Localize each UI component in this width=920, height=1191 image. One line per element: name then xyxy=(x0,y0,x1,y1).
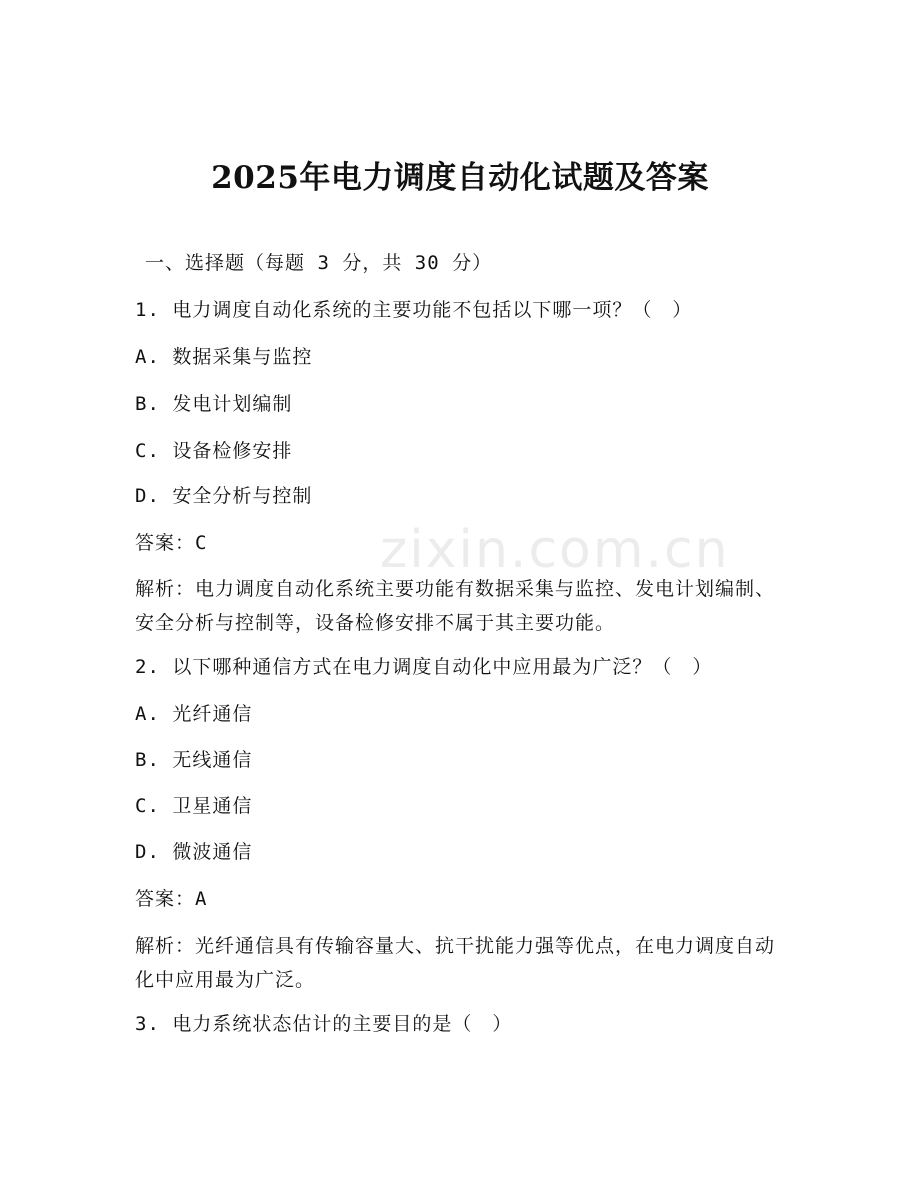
question-2: 2. 以下哪种通信方式在电力调度自动化中应用最为广泛？（ ） xyxy=(135,656,713,678)
question-1-answer: 答案：C xyxy=(135,532,208,554)
question-1-option-b: B. 发电计划编制 xyxy=(135,393,293,415)
question-3: 3. 电力系统状态估计的主要目的是（ ） xyxy=(135,1013,513,1035)
question-2-option-a: A. 光纤通信 xyxy=(135,703,253,725)
document-title: 2025年电力调度自动化试题及答案 xyxy=(211,160,709,196)
question-2-option-b: B. 无线通信 xyxy=(135,749,253,771)
question-1-option-d: D. 安全分析与控制 xyxy=(135,485,313,507)
question-2-analysis: 解析：光纤通信具有传输容量大、抗干扰能力强等优点，在电力调度自动化中应用最为广泛。 xyxy=(135,935,776,991)
question-1-analysis: 解析：电力调度自动化系统主要功能有数据采集与监控、发电计划编制、安全分析与控制等，设备检修安排不属于其主要功能。 xyxy=(135,578,776,634)
question-2-option-d: D. 微波通信 xyxy=(135,841,253,863)
section-heading: 一、选择题（每题 3 分，共 30 分） xyxy=(145,252,493,274)
question-1-option-c: C. 设备检修安排 xyxy=(135,440,293,462)
question-2-answer: 答案：A xyxy=(135,888,208,910)
watermark: zixin.com.cn xyxy=(380,520,730,580)
question-1-option-a: A. 数据采集与监控 xyxy=(135,346,313,368)
question-1: 1. 电力调度自动化系统的主要功能不包括以下哪一项？（ ） xyxy=(135,299,693,321)
question-2-option-c: C. 卫星通信 xyxy=(135,795,253,817)
